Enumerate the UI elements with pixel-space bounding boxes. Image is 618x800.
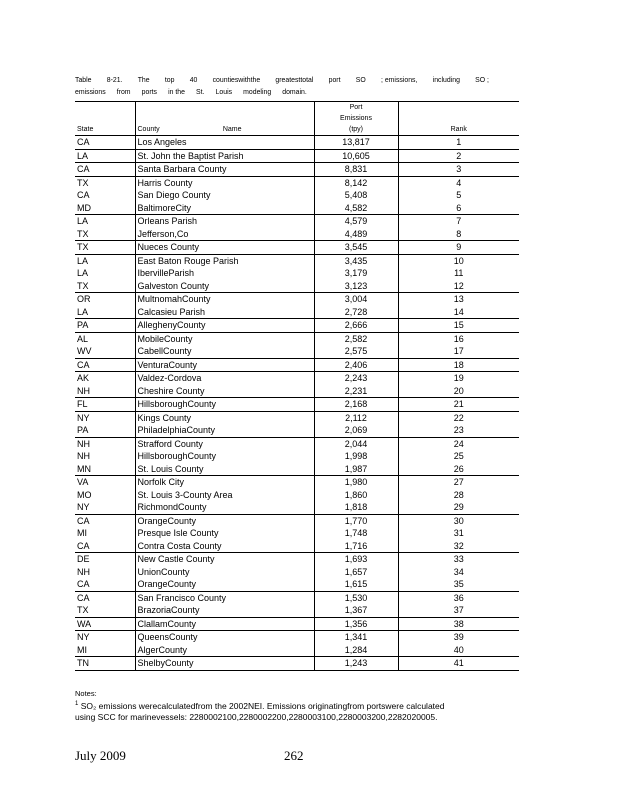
cell-county: Norfolk City [135, 476, 314, 489]
cell-emissions: 13,817 [314, 136, 398, 150]
cell-county: ClallamCounty [135, 617, 314, 631]
cell-state: CA [75, 591, 135, 604]
cell-rank: 33 [398, 553, 519, 566]
table-row [75, 345, 519, 358]
notes-line-1 [75, 699, 535, 712]
cell-state: TX [77, 228, 89, 239]
cell-rank: 18 [398, 358, 519, 372]
cell-emissions: 2,728 [314, 306, 398, 319]
cell-rank: 21 [398, 398, 519, 412]
cell-rank: 15 [398, 319, 519, 333]
table-row [75, 463, 519, 476]
cell-state: FL [75, 398, 135, 412]
cell-rank: 41 [398, 657, 519, 671]
cell-state: OR [75, 293, 135, 306]
cell-county: Strafford County [135, 437, 314, 450]
notes-text-1: SO₂ emissions werecalculatedfrom the 2002NEI. Emissions originatingfrom portswere calculated [80, 700, 445, 711]
cell-state: CA [75, 163, 135, 177]
cell-emissions: 1,987 [314, 463, 398, 476]
cell-state: AK [75, 372, 135, 385]
header-county: County [137, 126, 160, 133]
cell-emissions: 1,980 [314, 476, 398, 489]
cell-emissions: 2,666 [314, 319, 398, 333]
cell-emissions: 1,367 [314, 604, 398, 617]
footnote-marker: 1 [75, 701, 79, 707]
cell-rank: 40 [398, 644, 519, 657]
cell-county: Valdez-Cordova [135, 372, 314, 385]
cell-emissions: 1,716 [314, 540, 398, 553]
cell-emissions: 2,168 [314, 398, 398, 412]
header-port-line3: (tpy) [349, 126, 363, 133]
cell-county: Contra Costa County [135, 540, 314, 553]
cell-county: Nueces County [135, 241, 314, 255]
cell-state: CA [77, 579, 90, 589]
cell-rank: 4 [398, 176, 519, 189]
cell-state: LA [77, 306, 89, 317]
table-row [75, 604, 519, 617]
cell-emissions: 2,069 [314, 424, 398, 437]
table-row [75, 228, 519, 241]
cell-county: AlgerCounty [135, 644, 314, 657]
cell-emissions: 3,435 [314, 254, 398, 267]
cell-rank: 32 [398, 540, 519, 553]
cell-county: ShelbyCounty [135, 657, 314, 671]
cell-state: CA [77, 540, 90, 551]
cell-county: Orleans Parish [135, 215, 314, 228]
cell-rank: 34 [398, 566, 519, 579]
caption-word: top [164, 75, 175, 84]
cell-state: NY [75, 631, 135, 644]
cell-emissions: 1,284 [314, 644, 398, 657]
cell-state: PA [75, 319, 135, 333]
cell-state: MN [77, 463, 91, 474]
caption-line-2 [75, 86, 307, 98]
cell-state: TX [75, 241, 135, 255]
cell-emissions: 1,693 [314, 553, 398, 566]
notes-line-2: using SCC for marinevessels: 2280002100,2280002200,2280003100,2280003200,2282020005. [75, 711, 438, 722]
cell-emissions: 2,575 [314, 345, 398, 358]
table-row [75, 540, 519, 553]
emissions-table [75, 101, 519, 671]
cell-county: St. John the Baptist Parish [135, 149, 314, 163]
caption-word: SO ; [475, 75, 489, 84]
cell-county: AlleghenyCounty [135, 319, 314, 333]
cell-state: TX [77, 605, 89, 615]
caption-word: SO [355, 75, 366, 84]
cell-rank: 1 [398, 136, 519, 150]
table-row [75, 566, 519, 579]
caption-word: modeling [243, 87, 272, 96]
cell-county: BrazoriaCounty [135, 604, 314, 617]
cell-rank: 16 [398, 332, 519, 345]
cell-emissions: 2,582 [314, 332, 398, 345]
header-port-line1: Port [349, 104, 363, 111]
cell-rank: 30 [398, 514, 519, 527]
table-row [75, 578, 519, 591]
cell-emissions: 8,142 [314, 176, 398, 189]
cell-county: Galveston County [135, 280, 314, 293]
header-state: State [75, 102, 135, 136]
cell-state: TN [75, 657, 135, 671]
cell-rank: 20 [398, 385, 519, 398]
caption-word: including [432, 75, 460, 84]
cell-state: NH [77, 451, 90, 461]
table-row [75, 657, 519, 671]
table-row [75, 385, 519, 398]
table-row [75, 136, 519, 150]
cell-rank: 28 [398, 489, 519, 502]
cell-emissions: 1,356 [314, 617, 398, 631]
table-row [75, 280, 519, 293]
cell-emissions: 10,605 [314, 149, 398, 163]
cell-rank: 5 [398, 189, 519, 202]
cell-rank: 25 [398, 450, 519, 463]
cell-state: CA [77, 190, 90, 200]
cell-county: St. Louis County [135, 463, 314, 476]
header-port-line2: Emissions [340, 115, 372, 122]
cell-rank: 17 [398, 345, 519, 358]
table-row [75, 476, 519, 489]
cell-county: MobileCounty [135, 332, 314, 345]
caption-word: 8-21. [106, 75, 123, 84]
cell-county: BaltimoreCity [135, 202, 314, 215]
cell-county: OrangeCounty [135, 578, 314, 591]
cell-rank: 11 [398, 267, 519, 280]
cell-state: TX [77, 280, 89, 291]
table-body [75, 136, 519, 671]
table-row [75, 202, 519, 215]
cell-county: Harris County [135, 176, 314, 189]
cell-state: MI [77, 644, 87, 655]
table-row [75, 553, 519, 566]
cell-emissions: 1,818 [314, 501, 398, 514]
table-row [75, 489, 519, 502]
header-rank: Rank [398, 102, 519, 136]
cell-state: NY [75, 411, 135, 424]
cell-state: MO [77, 489, 92, 500]
caption-word: domain. [282, 87, 307, 96]
table-row [75, 358, 519, 372]
table-row [75, 372, 519, 385]
caption-word: in the [168, 87, 185, 96]
table-row [75, 617, 519, 631]
cell-rank: 35 [398, 578, 519, 591]
cell-rank: 39 [398, 631, 519, 644]
cell-rank: 2 [398, 149, 519, 163]
cell-county: Presque Isle County [135, 527, 314, 540]
cell-county: Cheshire County [135, 385, 314, 398]
cell-state: AL [75, 332, 135, 345]
cell-state: CA [75, 358, 135, 372]
cell-emissions: 1,998 [314, 450, 398, 463]
table-row [75, 319, 519, 333]
caption-word: ; emissions, [380, 75, 418, 84]
cell-state: MI [77, 528, 87, 538]
cell-emissions: 1,657 [314, 566, 398, 579]
cell-rank: 9 [398, 241, 519, 255]
cell-county: PhiladelphiaCounty [135, 424, 314, 437]
cell-state: PA [77, 425, 89, 435]
cell-rank: 24 [398, 437, 519, 450]
caption-word: Table [75, 75, 92, 84]
cell-county: East Baton Rouge Parish [135, 254, 314, 267]
cell-state: LA [75, 149, 135, 163]
cell-emissions: 1,341 [314, 631, 398, 644]
cell-emissions: 8,831 [314, 163, 398, 177]
cell-county: VenturaCounty [135, 358, 314, 372]
table-row [75, 527, 519, 540]
caption-word: The [137, 75, 150, 84]
cell-emissions: 1,770 [314, 514, 398, 527]
header-port-emissions [314, 102, 398, 136]
table-row [75, 254, 519, 267]
cell-emissions: 1,615 [314, 578, 398, 591]
cell-county: New Castle County [135, 553, 314, 566]
cell-county: HillsboroughCounty [135, 398, 314, 412]
cell-state: LA [75, 215, 135, 228]
cell-county: RichmondCounty [135, 501, 314, 514]
cell-rank: 3 [398, 163, 519, 177]
cell-state: TX [75, 176, 135, 189]
cell-county: CabellCounty [135, 345, 314, 358]
notes-label: Notes: [75, 689, 97, 698]
cell-emissions: 2,406 [314, 358, 398, 372]
table-row [75, 241, 519, 255]
header-county-name [135, 102, 314, 136]
cell-rank: 29 [398, 501, 519, 514]
cell-rank: 13 [398, 293, 519, 306]
cell-rank: 38 [398, 617, 519, 631]
table-row [75, 398, 519, 412]
table-row [75, 644, 519, 657]
table-row [75, 149, 519, 163]
cell-emissions: 2,112 [314, 411, 398, 424]
cell-county: Kings County [135, 411, 314, 424]
cell-emissions: 5,408 [314, 189, 398, 202]
cell-state: NY [77, 502, 90, 512]
cell-rank: 36 [398, 591, 519, 604]
cell-state: LA [77, 268, 89, 278]
cell-county: MultnomahCounty [135, 293, 314, 306]
cell-rank: 19 [398, 372, 519, 385]
cell-state: CA [75, 514, 135, 527]
table-caption [75, 74, 489, 98]
caption-word: emissions [75, 87, 106, 96]
cell-state: NH [77, 566, 90, 577]
caption-word: ports [141, 87, 157, 96]
cell-county: IbervilleParish [135, 267, 314, 280]
cell-county: QueensCounty [135, 631, 314, 644]
cell-emissions: 2,044 [314, 437, 398, 450]
caption-word: port [328, 75, 341, 84]
table-row [75, 450, 519, 463]
cell-rank: 14 [398, 306, 519, 319]
caption-word: 40 [189, 75, 198, 84]
cell-rank: 37 [398, 604, 519, 617]
table-row [75, 332, 519, 345]
cell-rank: 6 [398, 202, 519, 215]
cell-emissions: 2,243 [314, 372, 398, 385]
cell-emissions: 3,545 [314, 241, 398, 255]
table-row [75, 437, 519, 450]
caption-word: from [116, 87, 131, 96]
table-row [75, 267, 519, 280]
cell-state: NH [77, 385, 90, 396]
table-row [75, 293, 519, 306]
caption-word: countieswiththe [212, 75, 261, 84]
cell-county: UnionCounty [135, 566, 314, 579]
cell-emissions: 1,530 [314, 591, 398, 604]
cell-emissions: 4,579 [314, 215, 398, 228]
cell-state: VA [75, 476, 135, 489]
cell-state: WA [75, 617, 135, 631]
cell-rank: 22 [398, 411, 519, 424]
cell-rank: 26 [398, 463, 519, 476]
cell-state: MD [77, 202, 91, 213]
cell-county: Santa Barbara County [135, 163, 314, 177]
footer-date: July 2009 [75, 748, 126, 763]
cell-county: Los Angeles [135, 136, 314, 150]
cell-emissions: 4,582 [314, 202, 398, 215]
cell-emissions: 3,123 [314, 280, 398, 293]
footer-page-number: 262 [284, 748, 304, 763]
cell-state: WV [77, 346, 92, 356]
cell-emissions: 3,179 [314, 267, 398, 280]
table-row [75, 501, 519, 514]
table-header-row [75, 102, 519, 136]
table-row [75, 514, 519, 527]
table-row [75, 631, 519, 644]
cell-county: San Francisco County [135, 591, 314, 604]
table-notes [75, 688, 535, 723]
cell-county: Calcasieu Parish [135, 306, 314, 319]
cell-state: CA [75, 136, 135, 150]
cell-emissions: 2,231 [314, 385, 398, 398]
cell-state: NH [75, 437, 135, 450]
caption-word: Louis [215, 87, 233, 96]
cell-county: St. Louis 3-County Area [135, 489, 314, 502]
cell-rank: 7 [398, 215, 519, 228]
table-row [75, 591, 519, 604]
cell-emissions: 1,748 [314, 527, 398, 540]
table-row [75, 411, 519, 424]
cell-rank: 8 [398, 228, 519, 241]
cell-rank: 23 [398, 424, 519, 437]
cell-county: San Diego County [135, 189, 314, 202]
cell-emissions: 1,860 [314, 489, 398, 502]
table-row [75, 163, 519, 177]
cell-rank: 10 [398, 254, 519, 267]
table-row [75, 215, 519, 228]
cell-emissions: 1,243 [314, 657, 398, 671]
caption-word: greatesttotal [275, 75, 314, 84]
table-row [75, 424, 519, 437]
caption-line-1 [75, 74, 489, 86]
caption-word: St. [196, 87, 205, 96]
cell-emissions: 4,489 [314, 228, 398, 241]
cell-county: HillsboroughCounty [135, 450, 314, 463]
table-row [75, 306, 519, 319]
cell-state: DE [75, 553, 135, 566]
table-row [75, 189, 519, 202]
header-name: Name [222, 126, 242, 133]
cell-county: Jefferson,Co [135, 228, 314, 241]
table-row [75, 176, 519, 189]
cell-rank: 27 [398, 476, 519, 489]
cell-state: LA [75, 254, 135, 267]
cell-emissions: 3,004 [314, 293, 398, 306]
cell-county: OrangeCounty [135, 514, 314, 527]
cell-rank: 31 [398, 527, 519, 540]
cell-rank: 12 [398, 280, 519, 293]
